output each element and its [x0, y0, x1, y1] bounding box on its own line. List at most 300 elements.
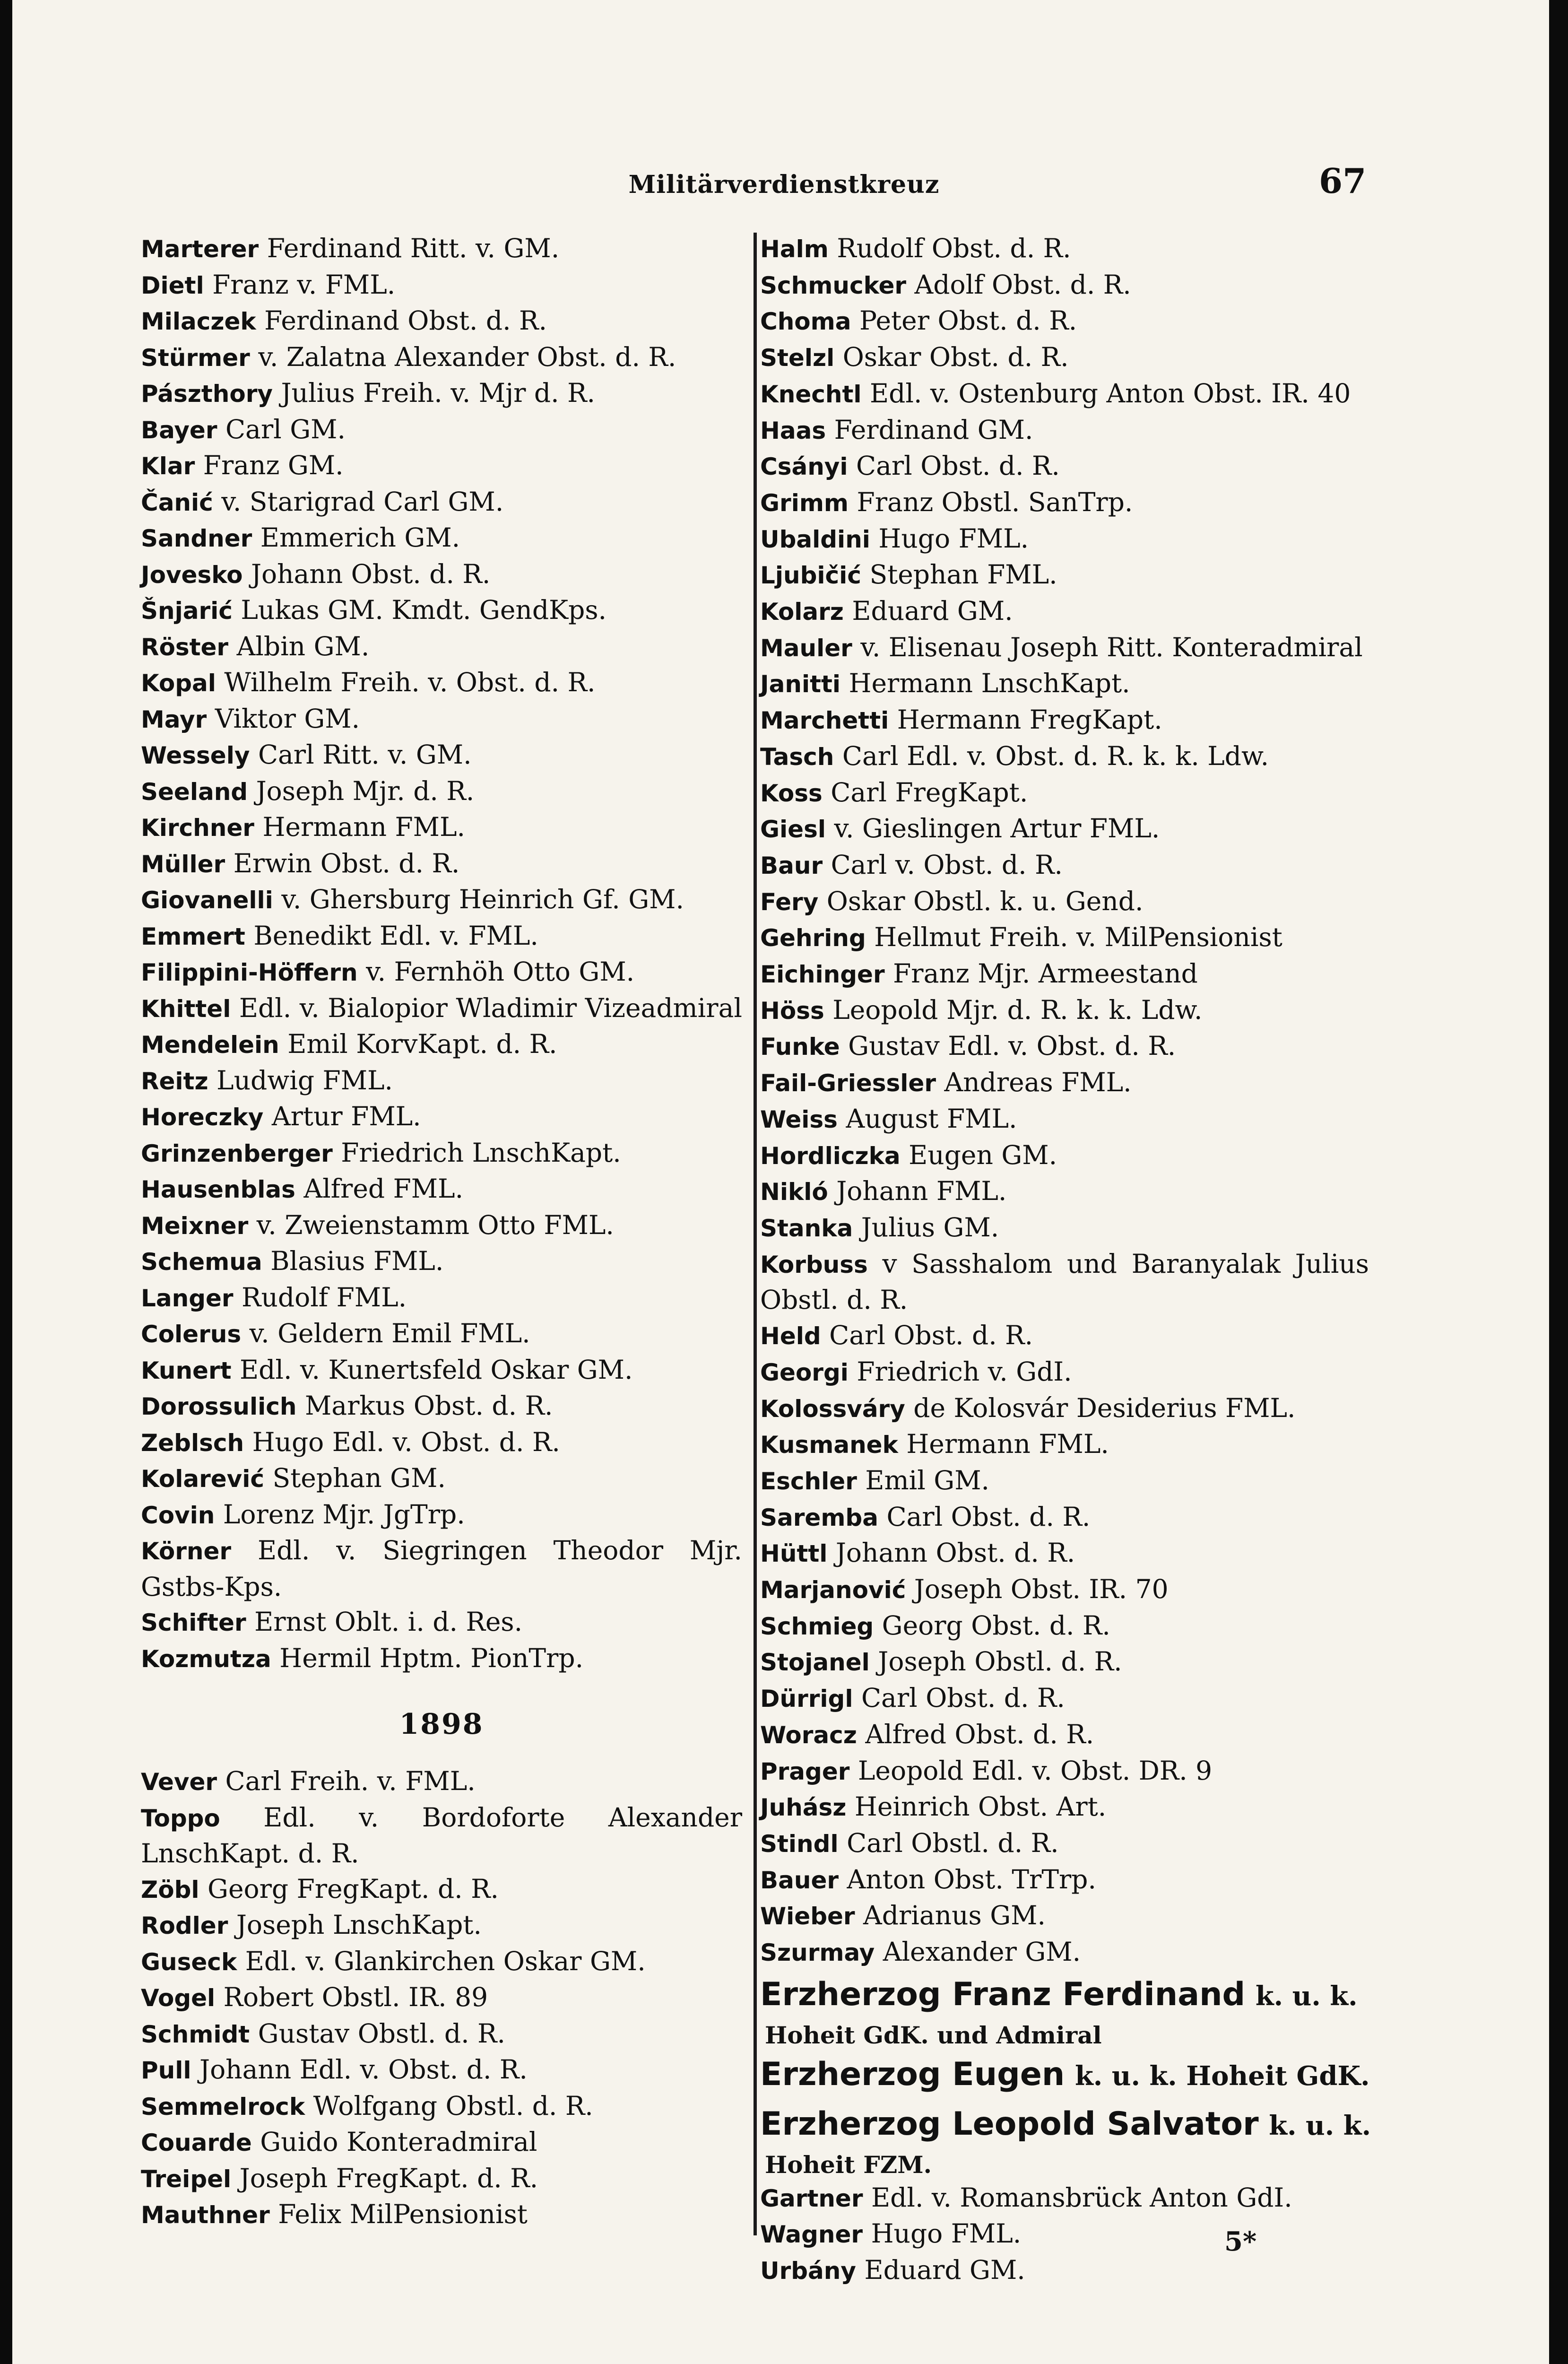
entry-details: Joseph Obst. IR. 70: [914, 1574, 1169, 1605]
list-item: [141, 1641, 742, 1677]
list-item: [141, 448, 742, 484]
entry-surname: Stanka: [760, 1214, 853, 1242]
entry-details: Peter Obst. d. R.: [859, 305, 1077, 336]
entry-surname: Weiss: [760, 1105, 838, 1133]
list-item: [760, 666, 1369, 702]
list-item: [760, 1246, 1369, 1318]
list-item: [141, 1460, 742, 1497]
entry-surname: Dorossulich: [141, 1393, 297, 1420]
entry-surname: Langer: [141, 1284, 234, 1312]
entry-details: Adrianus GM.: [863, 1900, 1046, 1931]
entry-surname: Höss: [760, 997, 824, 1025]
list-item: [760, 557, 1369, 593]
entry-surname: Kunert: [141, 1356, 232, 1384]
scan-border-right: [1549, 0, 1568, 2364]
archduke-title-continued: Hoheit FZM.: [765, 2150, 932, 2179]
entry-details: Carl Obst. d. R.: [856, 451, 1060, 481]
list-item: [141, 2124, 742, 2161]
list-item: [141, 1026, 742, 1063]
entry-surname: Knechtl: [760, 380, 862, 408]
list-item: [141, 1063, 742, 1099]
list-item: [760, 2180, 1369, 2216]
entry-list-right: [760, 231, 1369, 1971]
list-item: [760, 1862, 1369, 1898]
entry-details: Gustav Obstl. d. R.: [258, 2018, 505, 2049]
list-item: [141, 2197, 742, 2233]
running-header: Militärverdienstkreuz: [628, 170, 940, 199]
list-item: [760, 1789, 1369, 1825]
list-item: [141, 846, 742, 882]
entry-surname: Khittel: [141, 995, 231, 1023]
entry-surname: Ubaldini: [760, 525, 870, 553]
entry-surname: Schmidt: [141, 2020, 250, 2048]
entry-details: Felix MilPensionist: [278, 2199, 528, 2229]
entry-details: Joseph FregKapt. d. R.: [239, 2163, 538, 2193]
entry-surname: Funke: [760, 1033, 840, 1061]
entry-surname: Pászthory: [141, 380, 273, 408]
list-item: [141, 339, 742, 376]
list-item: [760, 1753, 1369, 1790]
entry-surname: Dietl: [141, 271, 204, 299]
entry-details: Albin GM.: [236, 631, 370, 661]
entry-surname: Schmucker: [760, 271, 907, 299]
list-item: [141, 1764, 742, 1800]
list-item: [760, 811, 1369, 847]
entry-details: Gustav Edl. v. Obst. d. R.: [848, 1031, 1176, 1061]
entry-surname: Reitz: [141, 1067, 208, 1095]
entry-details: Julius Freih. v. Mjr d. R.: [281, 378, 595, 408]
entry-details: v. Fernhöh Otto GM.: [366, 956, 635, 987]
entry-details: Ernst Oblt. i. d. Res.: [254, 1607, 523, 1637]
list-item: [760, 448, 1369, 485]
entry-surname: Kolarz: [760, 598, 844, 626]
entry-surname: Vogel: [141, 1984, 216, 2012]
list-item: [760, 2216, 1369, 2252]
entry-surname: Semmelrock: [141, 2093, 305, 2121]
entry-surname: Eichinger: [760, 961, 885, 989]
entry-details: Oskar Obst. d. R.: [842, 342, 1069, 373]
entry-details: Carl Freih. v. FML.: [225, 1766, 476, 1796]
entry-details: Johann Obst. d. R.: [835, 1538, 1075, 1568]
entry-details: Franz GM.: [203, 450, 344, 480]
entry-details: Johann FML.: [836, 1176, 1007, 1207]
list-item: [141, 1243, 742, 1280]
list-item: [141, 412, 742, 448]
entry-surname: Horeczky: [141, 1104, 264, 1131]
list-item: [760, 1608, 1369, 1644]
archduke-entry: [760, 2100, 1369, 2180]
list-item: [141, 2161, 742, 2197]
entry-surname: Giesl: [760, 816, 826, 843]
entry-surname: Emmert: [141, 922, 245, 950]
entry-details: Julius GM.: [861, 1212, 999, 1243]
archduke-title-continued: Hoheit GdK. und Admiral: [765, 2021, 1102, 2049]
entry-surname: Kopal: [141, 669, 216, 697]
list-item: [141, 1280, 742, 1316]
archduke-name: Erzherzog Eugen: [760, 2055, 1065, 2093]
entry-surname: Covin: [141, 1501, 215, 1529]
list-item: [760, 630, 1369, 666]
archduke-list: [760, 1971, 1369, 2180]
list-item: [141, 484, 742, 521]
entry-details: Ferdinand GM.: [834, 414, 1033, 445]
archduke-name: Erzherzog Leopold Salvator: [760, 2105, 1259, 2143]
entry-surname: Stelzl: [760, 344, 835, 372]
list-item: [141, 737, 742, 774]
entry-surname: Schmieg: [760, 1612, 874, 1640]
right-column: [760, 231, 1369, 2289]
entry-details: Carl Obst. d. R.: [861, 1683, 1065, 1713]
entry-details: Adolf Obst. d. R.: [914, 269, 1131, 300]
entry-surname: Giovanelli: [141, 886, 273, 914]
entry-surname: Halm: [760, 235, 829, 263]
entry-surname: Meixner: [141, 1212, 249, 1240]
entry-surname: Grinzenberger: [141, 1139, 333, 1167]
entry-surname: Janitti: [760, 670, 841, 698]
entry-details: Erwin Obst. d. R.: [233, 848, 460, 878]
list-item: [141, 701, 742, 738]
entry-details: Edl. v. Siegringen Theodor Mjr. Gstbs-Kps.: [141, 1535, 742, 1602]
list-item: [760, 303, 1369, 339]
list-item: [760, 412, 1369, 449]
archduke-name: Erzherzog Franz Ferdinand: [760, 1975, 1246, 2013]
list-item: [760, 1354, 1369, 1391]
list-item: [760, 231, 1369, 267]
entry-details: Alfred FML.: [303, 1173, 464, 1204]
list-item: [760, 1898, 1369, 1934]
entry-details: Rudolf Obst. d. R.: [837, 233, 1071, 263]
entry-details: v. Starigrad Carl GM.: [221, 486, 504, 517]
entry-surname: Colerus: [141, 1321, 242, 1348]
list-item: [141, 1980, 742, 2016]
entry-surname: Kolossváry: [760, 1395, 905, 1423]
entry-details: Lorenz Mjr. JgTrp.: [223, 1499, 465, 1530]
list-item: [760, 884, 1369, 920]
list-item: [141, 774, 742, 810]
list-item: [760, 739, 1369, 775]
list-item: [141, 1388, 742, 1425]
entry-surname: Klar: [141, 452, 195, 480]
list-item: [141, 1604, 742, 1641]
entry-surname: Gehring: [760, 924, 866, 952]
list-item: [141, 809, 742, 846]
entry-details: Viktor GM.: [215, 703, 360, 734]
list-item: [141, 1171, 742, 1208]
list-item: [141, 991, 742, 1027]
entry-surname: Bauer: [760, 1866, 839, 1894]
list-item: [141, 375, 742, 412]
entry-details: Carl Ritt. v. GM.: [258, 739, 472, 770]
entry-surname: Urbány: [760, 2257, 856, 2285]
list-item: [760, 2252, 1369, 2289]
entry-surname: Couarde: [141, 2129, 252, 2156]
list-item: [760, 1101, 1369, 1138]
entry-details: v. Elisenau Joseph Ritt. Konteradmiral: [860, 632, 1363, 662]
entry-details: Friedrich LnschKapt.: [341, 1137, 621, 1168]
entry-surname: Juhász: [760, 1794, 847, 1822]
entry-details: Emil GM.: [865, 1465, 990, 1495]
entry-details: Ferdinand Obst. d. R.: [264, 305, 547, 336]
entry-details: Edl. v. Glankirchen Oskar GM.: [245, 1946, 646, 1976]
list-item: [141, 556, 742, 593]
entry-surname: Schifter: [141, 1609, 246, 1636]
entry-details: Joseph Obstl. d. R.: [878, 1646, 1122, 1677]
entry-surname: Eschler: [760, 1467, 857, 1495]
entry-details: Oskar Obstl. k. u. Gend.: [826, 886, 1144, 916]
entry-details: Hermil Hptm. PionTrp.: [279, 1643, 584, 1673]
list-item: [760, 956, 1369, 992]
entry-details: v. Zalatna Alexander Obst. d. R.: [258, 341, 676, 372]
entry-details: Wolfgang Obstl. d. R.: [313, 2090, 593, 2121]
entry-details: Johann Obst. d. R.: [251, 558, 491, 589]
list-item: [760, 1028, 1369, 1065]
entry-details: Carl FregKapt.: [831, 777, 1028, 808]
entry-surname: Baur: [760, 852, 823, 879]
entry-surname: Čanić: [141, 488, 213, 516]
entry-details: Carl Edl. v. Obst. d. R. k. k. Ldw.: [842, 740, 1269, 771]
list-item: [141, 520, 742, 556]
entry-details: Alfred Obst. d. R.: [865, 1719, 1094, 1749]
entry-details: Joseph Mjr. d. R.: [256, 775, 475, 806]
list-item: [760, 339, 1369, 376]
archduke-title: k. u. k.: [1255, 1980, 1358, 2012]
entry-details: Rudolf FML.: [242, 1282, 407, 1312]
entry-details: Lukas GM. Kmdt. GendKps.: [241, 595, 607, 625]
list-item: [141, 2052, 742, 2088]
entry-surname: Mayr: [141, 705, 207, 733]
entry-surname: Guseck: [141, 1948, 237, 1976]
list-item: [760, 1426, 1369, 1463]
entry-surname: Bayer: [141, 416, 217, 444]
entry-details: Hermann FML.: [262, 812, 465, 842]
list-item: [760, 267, 1369, 304]
list-item: [760, 920, 1369, 956]
printer-signature: 5*: [1224, 2226, 1257, 2257]
list-item: [141, 882, 742, 918]
list-item: [760, 1934, 1369, 1971]
list-item: [141, 1208, 742, 1244]
entry-details: Carl Obst. d. R.: [829, 1320, 1033, 1351]
entry-surname: Marterer: [141, 235, 259, 263]
entry-details: Benedikt Edl. v. FML.: [253, 920, 538, 951]
entry-surname: Wessely: [141, 742, 250, 769]
column-divider: [754, 233, 757, 2235]
entry-surname: Fery: [760, 888, 819, 916]
entry-list-right-end: [760, 2180, 1369, 2289]
entry-surname: Dürrigl: [760, 1685, 853, 1713]
list-item: [760, 521, 1369, 557]
entry-details: Guido Konteradmiral: [260, 2127, 537, 2157]
entry-surname: Zeblsch: [141, 1429, 244, 1457]
entry-surname: Mendelein: [141, 1031, 279, 1059]
list-item: [760, 1210, 1369, 1246]
entry-details: Edl. v. Kunertsfeld Oskar GM.: [240, 1354, 633, 1385]
entry-details: Edl. v. Bordoforte Alexander LnschKapt. d. R.: [141, 1802, 742, 1869]
list-item: [141, 231, 742, 267]
entry-surname: Körner: [141, 1538, 232, 1565]
list-item: [760, 1644, 1369, 1680]
entry-details: Stephan FML.: [869, 559, 1057, 590]
list-item: [760, 1572, 1369, 1608]
list-item: [760, 1391, 1369, 1427]
entry-details: Wilhelm Freih. v. Obst. d. R.: [224, 667, 596, 697]
list-item: [760, 1535, 1369, 1572]
list-item: [141, 1944, 742, 1980]
entry-surname: Szurmay: [760, 1939, 875, 1967]
entry-surname: Treipel: [141, 2165, 232, 2193]
entry-details: Hermann FregKapt.: [897, 704, 1162, 735]
entry-surname: Schemua: [141, 1248, 262, 1276]
entry-surname: Toppo: [141, 1804, 220, 1832]
entry-surname: Wagner: [760, 2221, 863, 2249]
entry-surname: Kirchner: [141, 814, 254, 842]
entry-surname: Stürmer: [141, 344, 250, 372]
list-item: [141, 1352, 742, 1389]
entry-surname: Rodler: [141, 1912, 228, 1939]
entry-details: Georg FregKapt. d. R.: [208, 1873, 499, 1904]
entry-surname: Kolarević: [141, 1465, 265, 1493]
entry-surname: Georgi: [760, 1358, 849, 1386]
entry-surname: Held: [760, 1322, 821, 1350]
entry-details: Eugen GM.: [909, 1139, 1057, 1170]
entry-details: Ludwig FML.: [217, 1065, 393, 1095]
entry-surname: Koss: [760, 779, 823, 807]
entry-details: Franz v. FML.: [212, 269, 396, 300]
entry-details: Hellmut Freih. v. MilPensionist: [874, 922, 1282, 953]
entry-surname: Choma: [760, 308, 851, 336]
list-item: [141, 2088, 742, 2125]
entry-details: Hugo Edl. v. Obst. d. R.: [252, 1426, 560, 1457]
entry-surname: Filippini-Höffern: [141, 959, 358, 986]
scan-border-left: [0, 0, 12, 2364]
list-item: [141, 1135, 742, 1172]
entry-surname: Stindl: [760, 1830, 839, 1858]
entry-details: Emil KorvKapt. d. R.: [287, 1029, 557, 1059]
list-item: [760, 702, 1369, 739]
entry-surname: Korbuss: [760, 1251, 868, 1278]
left-column: [141, 231, 742, 2233]
entry-details: v. Geldern Emil FML.: [249, 1318, 530, 1348]
entry-surname: Csányi: [760, 453, 848, 481]
entry-details: Robert Obstl. IR. 89: [223, 1982, 488, 2012]
entry-details: Georg Obst. d. R.: [882, 1610, 1110, 1641]
list-item: [760, 593, 1369, 630]
list-item: [141, 1533, 742, 1604]
list-item: [760, 376, 1369, 412]
list-item: [141, 1907, 742, 1944]
entry-surname: Müller: [141, 850, 225, 878]
entry-surname: Mauler: [760, 634, 852, 662]
entry-details: Anton Obst. TrTrp.: [847, 1864, 1096, 1895]
entry-details: Franz Mjr. Armeestand: [893, 958, 1198, 989]
entry-details: Friedrich v. GdI.: [857, 1356, 1072, 1387]
entry-surname: Nikló: [760, 1178, 828, 1206]
entry-details: Hermann FML.: [906, 1429, 1109, 1460]
archduke-entry: [760, 1971, 1369, 2051]
entry-details: Alexander GM.: [883, 1937, 1081, 1967]
list-item: [141, 1800, 742, 1871]
entry-surname: Seeland: [141, 778, 248, 806]
list-item: [141, 1099, 742, 1135]
list-item: [141, 1871, 742, 1908]
list-item: [141, 954, 742, 991]
list-item: [141, 267, 742, 304]
entry-details: Emmerich GM.: [260, 522, 460, 553]
year-heading: 1898: [399, 1708, 484, 1741]
entry-details: Carl Obstl. d. R.: [847, 1827, 1059, 1858]
archduke-title: k. u. k.: [1269, 2110, 1371, 2141]
entry-surname: Fail-Griessler: [760, 1069, 936, 1097]
entry-details: Hermann LnschKapt.: [849, 668, 1130, 699]
entry-details: Leopold Edl. v. Obst. DR. 9: [858, 1755, 1213, 1786]
entry-surname: Tasch: [760, 743, 834, 771]
list-item: [760, 1463, 1369, 1499]
entry-list-before-1898: [141, 231, 742, 1677]
list-item: [141, 303, 742, 339]
entry-surname: Jovesko: [141, 561, 243, 589]
entry-surname: Marjanović: [760, 1576, 906, 1604]
list-item: [141, 2016, 742, 2052]
entry-surname: Mauthner: [141, 2201, 270, 2229]
list-item: [141, 1425, 742, 1461]
entry-details: Eduard GM.: [852, 596, 1013, 626]
entry-surname: Pull: [141, 2057, 191, 2084]
entry-details: v. Ghersburg Heinrich Gf. GM.: [281, 884, 684, 914]
entry-surname: Hausenblas: [141, 1176, 295, 1203]
entry-surname: Prager: [760, 1757, 850, 1785]
entry-surname: Saremba: [760, 1504, 878, 1531]
entry-details: Heinrich Obst. Art.: [854, 1791, 1107, 1822]
entry-details: August FML.: [846, 1103, 1017, 1134]
entry-details: Stephan GM.: [272, 1463, 446, 1493]
entry-surname: Stojanel: [760, 1649, 870, 1677]
list-item: [141, 592, 742, 629]
entry-surname: Grimm: [760, 489, 849, 517]
entry-details: v. Zweienstamm Otto FML.: [256, 1209, 614, 1240]
entry-details: Artur FML.: [271, 1101, 421, 1131]
entry-surname: Haas: [760, 417, 826, 444]
entry-details: Franz Obstl. SanTrp.: [857, 487, 1133, 517]
entry-surname: Woracz: [760, 1721, 857, 1749]
list-item: [760, 1717, 1369, 1753]
list-item: [141, 918, 742, 955]
entry-surname: Vever: [141, 1768, 217, 1796]
list-item: [760, 485, 1369, 521]
entry-details: Edl. v. Romansbrück Anton GdI.: [871, 2182, 1292, 2213]
entry-surname: Kozmutza: [141, 1645, 271, 1673]
entry-details: Leopold Mjr. d. R. k. k. Ldw.: [832, 994, 1203, 1025]
list-item: [760, 1318, 1369, 1354]
page-number: 67: [1319, 161, 1367, 201]
entry-details: Ferdinand Ritt. v. GM.: [267, 233, 560, 263]
list-item: [760, 775, 1369, 811]
list-item: [760, 1499, 1369, 1536]
entry-details: Andreas FML.: [944, 1067, 1132, 1098]
list-item: [141, 1497, 742, 1533]
entry-surname: Zöbl: [141, 1876, 199, 1903]
entry-details: Blasius FML.: [270, 1246, 444, 1276]
archduke-entry: [760, 2051, 1369, 2100]
entry-surname: Sandner: [141, 525, 252, 552]
entry-surname: Milaczek: [141, 308, 256, 335]
entry-details: Joseph LnschKapt.: [236, 1910, 482, 1940]
archduke-title: k. u. k. Hoheit GdK.: [1074, 2060, 1370, 2092]
entry-surname: Röster: [141, 633, 229, 661]
entry-details: v Sasshalom und Baranyalak Julius Obstl. d. R.: [760, 1248, 1369, 1315]
entry-surname: Wieber: [760, 1903, 855, 1930]
entry-surname: Kusmanek: [760, 1431, 898, 1459]
entry-details: Eduard GM.: [864, 2255, 1025, 2286]
